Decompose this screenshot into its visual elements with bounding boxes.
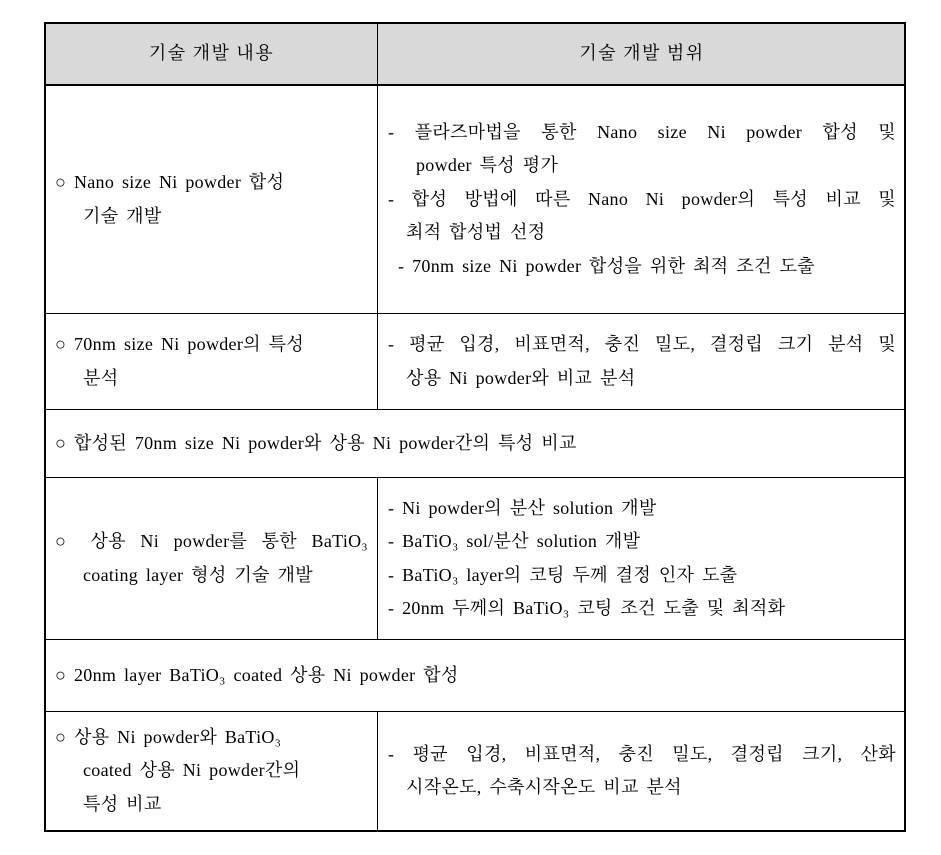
scope-line: - 플라즈마법을 통한 Nano size Ni powder 합성 및 <box>388 121 896 142</box>
content-cell <box>46 712 378 830</box>
header-label: 기술 개발 내용 <box>148 43 275 64</box>
scope-line: - Ni powder의 분산 solution 개발 <box>388 497 657 518</box>
content-line: 특성 비교 <box>83 793 162 814</box>
header-label: 기술 개발 범위 <box>579 43 705 64</box>
content-line: 기술 개발 <box>83 205 162 226</box>
content-line: ○ 70nm size Ni powder의 특성 <box>55 334 305 354</box>
scope-line: - 20nm 두께의 BaTiO₃ 코팅 조건 도출 및 최적화 <box>388 598 786 618</box>
merged-line: ○ 합성된 70nm size Ni powder와 상용 Ni powder간의 특성 비교 <box>55 432 577 453</box>
header-development-scope <box>378 24 904 86</box>
scope-line: 시작온도, 수축시작온도 비교 분석 <box>406 777 682 797</box>
scope-cell <box>378 86 904 314</box>
scope-cell <box>378 478 904 640</box>
development-table <box>44 22 906 832</box>
content-line: coated 상용 Ni powder간의 <box>83 760 301 781</box>
content-line: ○ Nano size Ni powder 합성 <box>55 172 285 192</box>
content-cell <box>46 86 378 314</box>
scope-line: - 평균 입경, 비표면적, 충진 밀도, 결정립 크기, 산화 <box>388 743 896 764</box>
content-line: coating layer 형성 기술 개발 <box>83 564 313 585</box>
content-cell <box>46 314 378 410</box>
content-line: 분석 <box>83 367 119 388</box>
scope-cell <box>378 712 904 830</box>
content-line: ○ 상용 Ni powder를 통한 BaTiO₃ <box>55 531 368 551</box>
scope-line: - BaTiO₃ sol/분산 solution 개발 <box>388 531 641 551</box>
scope-line: - BaTiO₃ layer의 코팅 두께 결정 인자 도출 <box>388 564 738 585</box>
scope-line: powder 특성 평가 <box>416 155 559 176</box>
merged-row-cell <box>46 640 904 712</box>
scope-line: 상용 Ni powder와 비교 분석 <box>406 367 636 388</box>
scope-cell <box>378 314 904 410</box>
merged-line: ○ 20nm layer BaTiO₃ coated 상용 Ni powder 합성 <box>55 664 459 685</box>
header-development-content <box>46 24 378 86</box>
content-line: ○ 상용 Ni powder와 BaTiO₃ <box>55 726 282 747</box>
merged-row-cell <box>46 410 904 478</box>
scope-line: 최적 합성법 선정 <box>406 222 546 243</box>
scope-line: - 70nm size Ni powder 합성을 위한 최적 조건 도출 <box>398 255 815 276</box>
content-cell <box>46 478 378 640</box>
scope-line: - 평균 입경, 비표면적, 충진 밀도, 결정립 크기 분석 및 <box>388 334 896 354</box>
scope-line: - 합성 방법에 따른 Nano Ni powder의 특성 비교 및 <box>388 188 896 209</box>
